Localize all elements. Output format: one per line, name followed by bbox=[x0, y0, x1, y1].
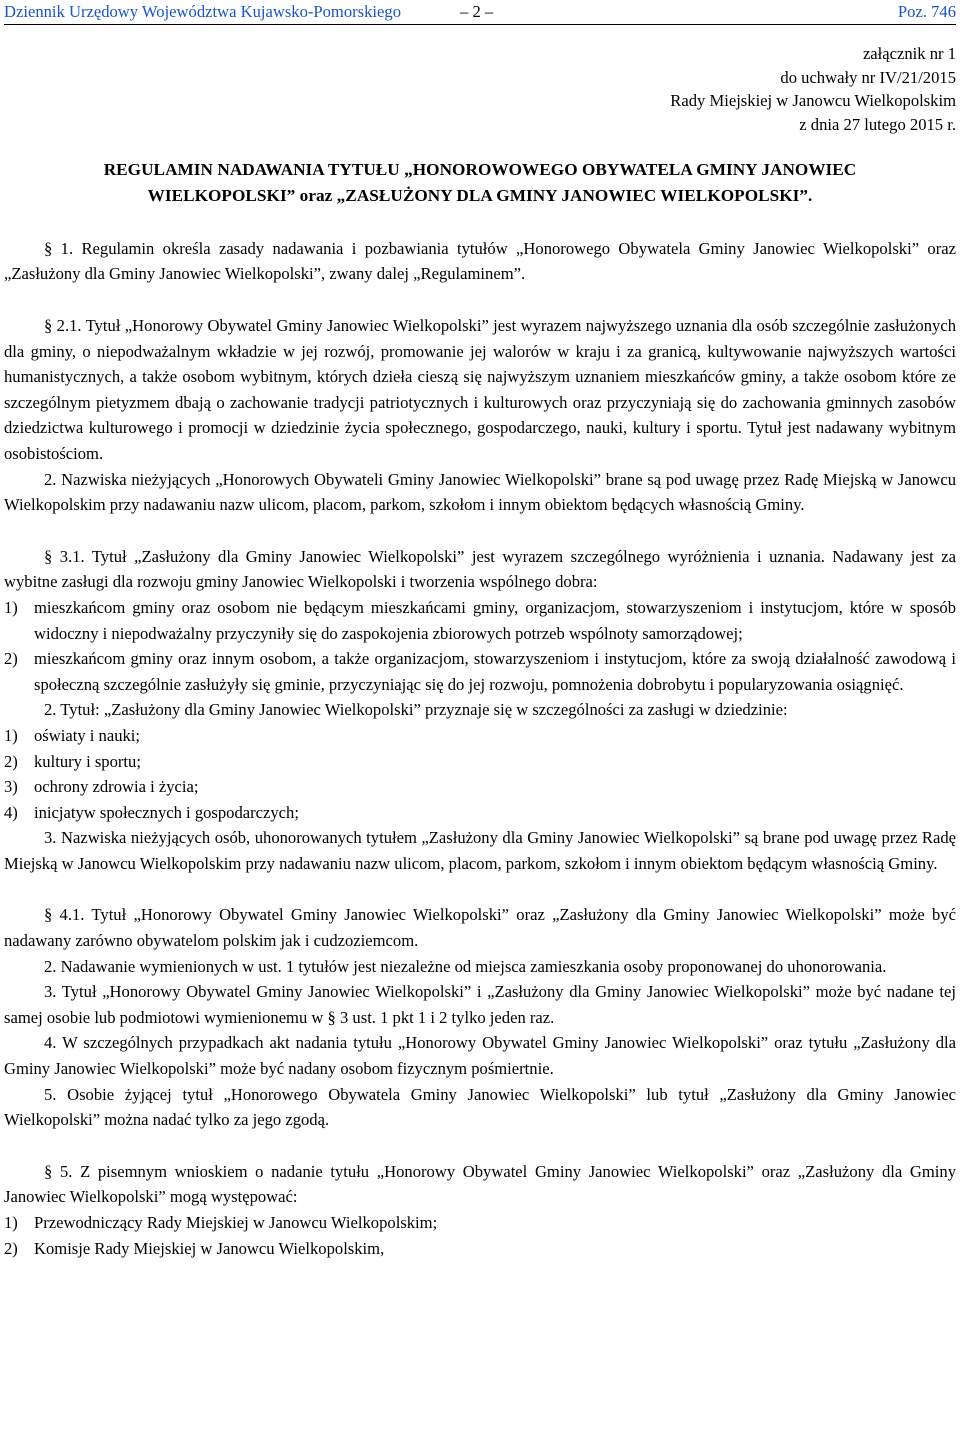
paragraph-3-3: 3. Nazwiska nieżyjących osób, uhonorowanych tytułem „Zasłużony dla Gminy Janowiec Wielkopolski” są brane pod uwagę przez Radę Miejską w Janowcu Wielkopolskim przy nadawaniu nazw ulicom, placom, parkom, szkołom i innym obiektom będącym własnością Gminy. bbox=[4, 828, 956, 873]
attachment-line: Rady Miejskiej w Janowcu Wielkopolskim bbox=[670, 91, 956, 111]
list-5 bbox=[4, 1210, 956, 1261]
list-3-2 bbox=[4, 723, 956, 825]
attachment-line: z dnia 27 lutego 2015 r. bbox=[799, 115, 956, 135]
position-number: Poz. 746 bbox=[897, 2, 956, 21]
list-item: 1) Przewodniczący Rady Miejskiej w Janowcu Wielkopolskim; bbox=[4, 1213, 438, 1232]
paragraph-4-2: 2. Nadawanie wymienionych w ust. 1 tytułów jest niezależne od miejsca zamieszkania osoby proponowanej do uhonorowania. bbox=[44, 956, 887, 976]
heading-line: REGULAMIN NADAWANIA TYTUŁU „HONOROWOWEGO OBYWATELA GMINY JANOWIEC bbox=[103, 159, 857, 179]
list-item: 3) ochrony zdrowia i życia; bbox=[4, 777, 199, 797]
paragraph-5: § 5. Z pisemnym wnioskiem o nadanie tytułu „Honorowy Obywatel Gminy Janowiec Wielkopolski” oraz „Zasłużony dla Gminy Janowiec Wielkopolski” mogą występować: bbox=[4, 1161, 956, 1207]
list-item: 1) mieszkańcom gminy oraz osobom nie będącym mieszkańcami gminy, organizacjom, stowarzyszeniom i instytucjom, które w sposób widoczny i niepodważalny przyczyniły się do zaspokojenia zbiorowych potrzeb wspólnoty samorządowej; bbox=[4, 597, 956, 643]
paragraph-4-3: 3. Tytuł „Honorowy Obywatel Gminy Janowiec Wielkopolski” i „Zasłużony dla Gminy Janowiec Wielkopolski” może być nadane tej samej osobie lub podmiotowi wymienionemu w § 3 ust. 1 pkt 1 i 2 tylko jeden raz. bbox=[4, 982, 956, 1027]
attachment-line: załącznik nr 1 bbox=[862, 44, 956, 63]
list-item: 1) oświaty i nauki; bbox=[4, 725, 141, 745]
list-item: 2) kultury i sportu; bbox=[4, 751, 141, 771]
paragraph-4-4: 4. W szczególnych przypadkach akt nadania tytułu „Honorowy Obywatel Gminy Janowiec Wielkopolski” oraz tytułu „Zasłużony dla Gminy Janowiec Wielkopolski” może być nadany osobom fizycznym pośmiertnie. bbox=[4, 1033, 956, 1079]
attachment-line: do uchwały nr IV/21/2015 bbox=[780, 67, 956, 87]
heading-line: WIELKOPOLSKI” oraz „ZASŁUŻONY DLA GMINY JANOWIEC WIELKOPOLSKI”. bbox=[147, 186, 813, 206]
paragraph-3-1: § 3.1. Tytuł „Zasłużony dla Gminy Janowiec Wielkopolski” jest wyrazem szczególnego wyróżnienia i uznania. Nadawany jest za wybitne zasługi dla rozwoju gminy Janowiec Wielkopolski i tworzenia wspólnego dobra: bbox=[4, 546, 956, 592]
paragraph-2-2: 2. Nazwiska nieżyjących „Honorowych Obywateli Gminy Janowiec Wielkopolski” brane są pod uwagę przez Radę Miejską w Janowcu Wielkopolskim przy nadawaniu nazw ulicom, placom, parkom, szkołom i innym obiektom będących własnością Gminy. bbox=[4, 469, 956, 515]
list-item: 2) Komisje Rady Miejskiej w Janowcu Wielkopolskim, bbox=[4, 1238, 385, 1258]
document-heading bbox=[4, 157, 956, 210]
list-item: 4) inicjatyw społecznych i gospodarczych; bbox=[4, 802, 299, 822]
paragraph-2-1: § 2.1. Tytuł „Honorowy Obywatel Gminy Janowiec Wielkopolski” jest wyrazem najwyższego uznania dla osób szczególnie zasłużonych dla gminy, o niepodważalnym wkładzie w jej rozwój, promowanie jej walorów w kraju i za granicą, kultywowanie najwyższych wartości humanistycznych, a także osobom wybitnym, których dzieła cieszą się najwyższym uznaniem mieszkańców gminy, a także osobom które ze szczególnym pietyzmem dbają o zachowanie tradycji patriotycznych i kulturowych oraz przyczyniają się do zachowania gminnych zasobów dziedzictwa kulturowego i promocji w dziedzinie życia społecznego, gospodarczego, nauki, kultury i sportu. Tytuł jest nadawany wybitnym osobistościom. bbox=[4, 316, 956, 463]
paragraph-4-5: 5. Osobie żyjącej tytuł „Honorowego Obywatela Gminy Janowiec Wielkopolski” lub tytuł „Zasłużony dla Gminy Janowiec Wielkopolski” można nadać tylko za jego zgodą. bbox=[4, 1084, 956, 1130]
paragraph-1: § 1. Regulamin określa zasady nadawania i pozbawiania tytułów „Honorowego Obywatela Gminy Janowiec Wielkopolski” oraz „Zasłużony dla Gminy Janowiec Wielkopolski”, zwany dalej „Regulaminem”. bbox=[4, 238, 956, 284]
list-item: 2) mieszkańcom gminy oraz innym osobom, a także organizacjom, stowarzyszeniom i instytucjom, które za swoją działalność zawodową i społeczną szczególnie zasłużyły się gminie, przyczyniając się do jej rozwoju, pomnożenia dobrobytu i popularyzowania osiągnięć. bbox=[4, 649, 956, 694]
journal-title: Dziennik Urzędowy Województwa Kujawsko-Pomorskiego bbox=[4, 2, 401, 21]
page-number: – 2 – bbox=[460, 2, 494, 21]
attachment-note bbox=[4, 42, 956, 137]
paragraph-4-1: § 4.1. Tytuł „Honorowy Obywatel Gminy Janowiec Wielkopolski” oraz „Zasłużony dla Gminy Janowiec Wielkopolski” może być nadawany zarówno obywatelom polskim jak i cudzoziemcom. bbox=[4, 905, 956, 951]
page-header bbox=[4, 0, 956, 25]
paragraph-3-2: 2. Tytuł: „Zasłużony dla Gminy Janowiec Wielkopolski” przyznaje się w szczególności za zasługi w dziedzinie: bbox=[44, 700, 788, 720]
list-3-1 bbox=[4, 595, 956, 697]
